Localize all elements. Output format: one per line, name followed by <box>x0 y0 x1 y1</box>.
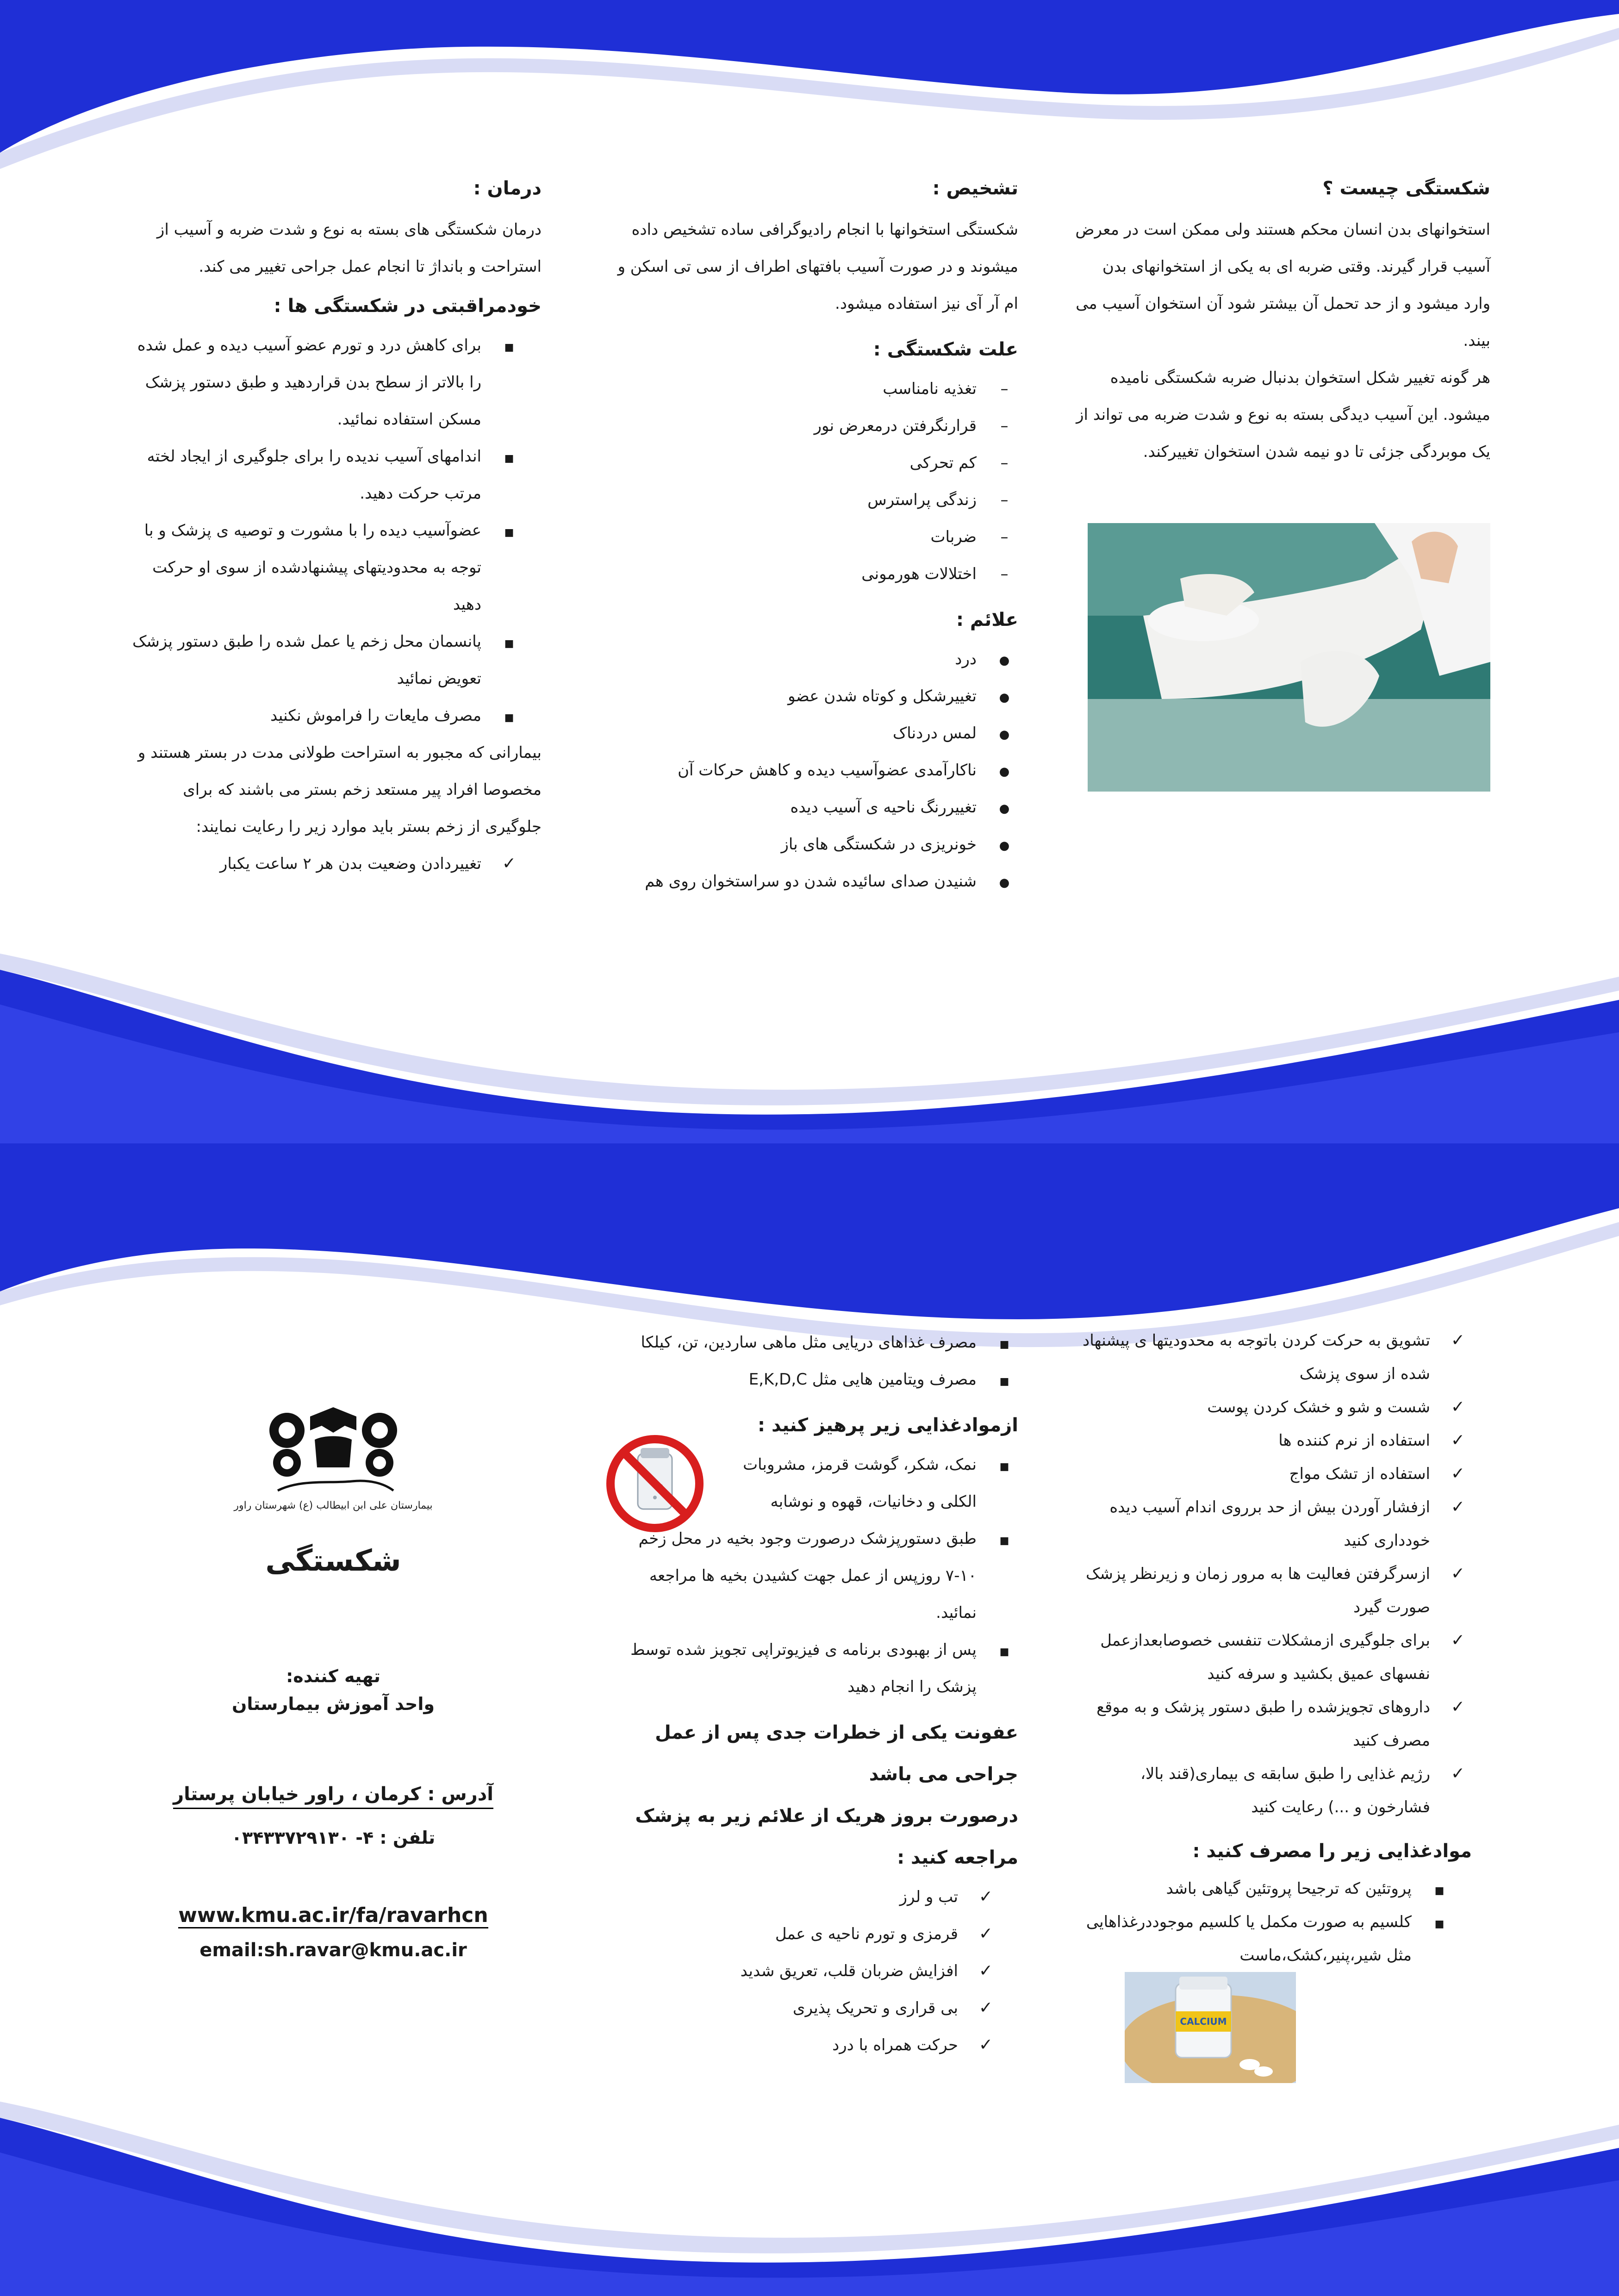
website-link[interactable]: www.kmu.ac.ir/fa/ravarhcn <box>178 1903 488 1928</box>
calcium-supplement-photo <box>1125 1972 1296 2083</box>
brochure-title: شکستگی <box>265 1544 401 1578</box>
list-item: ✓ تغییردادن وضعیت بدن هر ۲ ساعت یکبار <box>125 845 523 882</box>
list-item: ■ کلسیم به صورت مکمل یا کلسیم موجوددرغذاهایی مثل شیر،پنیر،کشک،ماست <box>1074 1905 1453 1972</box>
what-is-fracture-section <box>1074 176 1490 470</box>
avoid-heading: ازموادغذایی زیر پرهیز کنید : <box>758 1415 1018 1436</box>
list-item: ■ مصرف مایعات را فراموش نکنید <box>125 697 523 734</box>
warning-signs-list <box>611 1878 1018 2064</box>
causes-heading: علت شکستگی : <box>873 339 1018 360</box>
list-item: ● درد <box>611 641 1018 678</box>
list-item: ● تغییرشکل و کوتاه شدن عضو <box>611 678 1018 715</box>
list-item: ● شنیدن صدای سائیده شدن دو سراستخوان روی هم <box>611 863 1018 900</box>
postop-list <box>611 1520 1018 1705</box>
paragraph: استخوانهای بدن انسان محکم هستند ولی ممکن است در معرض آسیب قرار گیرند. وقتی ضربه ای به یکی از استخوانهای بدن وارد میشود و از حد تحمل آن بیشتر شود آن استخوان آسیب می بیند. <box>1075 220 1490 350</box>
calcium-bottle-illustration <box>1125 1972 1296 2083</box>
symptoms-heading: علائم : <box>956 609 1018 630</box>
care-checklist <box>1074 1324 1472 1824</box>
diagnosis-causes-symptoms-section <box>611 176 1018 900</box>
address: آدرس : کرمان ، راور خیابان پرستار <box>173 1784 493 1809</box>
paragraph: هر گونه تغییر شکل استخوان بدنبال ضربه شکستگی نامیده میشود. این آسیب دیدگی بسته به نوع و شدت ضربه می تواند از یک موبردگی جزئی تا دو نیمه شدن استخوان تغییرکند. <box>1076 368 1490 461</box>
list-item: ✓ استفاده از تشک مواج <box>1074 1457 1472 1491</box>
phone: تلفن : ۴- ۰۳۴۳۳۷۲۹۱۳۰ <box>231 1828 436 1848</box>
list-item: ● لمس دردناک <box>611 715 1018 752</box>
list-item: – اختلالات هورمونی <box>611 555 1018 593</box>
brochure-inside-page <box>0 1143 1619 2296</box>
email-link[interactable]: email:sh.ravar@kmu.ac.ir <box>199 1940 467 1961</box>
care-instructions-section <box>1074 1324 1472 1972</box>
list-item: – کم تحرکی <box>611 444 1018 481</box>
bottom-wave-decoration <box>0 935 1619 1143</box>
prepared-by: واحد آموزش بیمارستان <box>231 1694 435 1714</box>
top-wave-decoration <box>0 0 1619 176</box>
bedrest-text: بیمارانی که مجبور به استراحت طولانی مدت در بستر هستند و مخصوصا افراد پیر مستعد زخم بستر می باشند که برای جلوگیری از زخم بستر باید موارد زیر را رعایت نمایند: <box>137 743 542 836</box>
list-item: ■ مصرف ویتامین هایی مثل E,K,D,C <box>611 1361 1018 1398</box>
list-item: – تغذیه نامناسب <box>611 370 1018 407</box>
list-item: ✓ ازسرگرفتن فعالیت ها به مرور زمان و زیرنظر پزشک صورت گیرد <box>1074 1557 1472 1624</box>
list-item: ■ برای کاهش درد و تورم عضو آسیب دیده و عمل شده را بالاتر از سطح بدن قراردهید و طبق دستور پزشک مسکن استفاده نمائید. <box>125 327 523 438</box>
list-item: ■ پانسمان محل زخم یا عمل شده را طبق دستور پزشک تعویض نمائید <box>125 623 523 697</box>
infection-heading: عفونت یکی از خطرات جدی پس از عمل جراحی می باشد <box>655 1722 1018 1785</box>
causes-list <box>611 370 1018 593</box>
treatment-selfcare-section <box>125 176 542 882</box>
list-item: ✓ قرمزی و تورم ناحیه ی عمل <box>611 1915 1000 1953</box>
list-item: ■ پروتئین که ترجیحا پروتئین گیاهی باشد <box>1074 1872 1453 1905</box>
list-item: ■ اندامهای آسیب ندیده را برای جلوگیری از ایجاد لخته مرتب حرکت دهید. <box>125 438 523 512</box>
list-item: ✓ شست و شو و خشک کردن پوست <box>1074 1391 1472 1424</box>
top-wave-decoration <box>0 1143 1619 1352</box>
bedrest-list <box>125 845 542 882</box>
diet-list <box>611 1324 1018 1398</box>
list-item: ✓ استفاده از نرم کننده ها <box>1074 1424 1472 1457</box>
prepared-by-label: تهیه کننده: <box>286 1666 380 1686</box>
list-item: ✓ تب و لرز <box>611 1878 1000 1915</box>
list-item: ✓ داروهای تجویزشده را طبق دستور پزشک و به موقع مصرف کنید <box>1074 1691 1472 1757</box>
list-item: ✓ رژیم غذایی را طبق سابقه ی بیماری(قند بالا، فشارخون و ...) رعایت کنید <box>1074 1757 1472 1824</box>
list-item: ● تغییررنگ ناحیه ی آسیب دیده <box>611 789 1018 826</box>
selfcare-heading: خودمراقبتی در شکستگی ها : <box>274 295 542 317</box>
logo-caption: بیمارستان علی ابن ابیطالب (ع) شهرستان راور <box>234 1500 433 1511</box>
list-item: ■ نمک، شکر، گوشت قرمز، مشروبات الکلی و دخانیات، قهوه و نوشابه <box>717 1446 1018 1520</box>
list-item: ✓ بی قراری و تحریک پذیری <box>611 1990 1000 2027</box>
list-item: ✓ ازفشار آوردن بیش از حد برروی اندام آسیب دیده خودداری کنید <box>1074 1491 1472 1557</box>
list-item: ✓ افزایش ضربان قلب، تعریق شدید <box>611 1953 1000 1990</box>
treatment-text: درمان شکستگی های بسته به نوع و شدت ضربه و آسیب از استراحت و بانداژ تا انجام عمل جراحی تغییر می کند. <box>156 220 542 276</box>
symptoms-list <box>611 641 1018 900</box>
bottom-wave-decoration <box>0 2088 1619 2296</box>
leg-cast-illustration <box>1088 523 1490 792</box>
leg-cast-photo <box>1088 523 1490 792</box>
list-item: ■ طبق دستورپزشک درصورت وجود بخیه در محل زخم ۱۰-۷ روزپس از عمل جهت کشیدن بخیه ها مراجعه نمائید. <box>611 1520 1018 1631</box>
prohibited-salt-shaker-icon <box>602 1430 708 1537</box>
list-item: ■ مصرف غذاهای دریایی مثل ماهی ساردین، تن، کیلکا <box>611 1324 1018 1361</box>
referral-heading: درصورت بروز هریک از علائم زیر به پزشک مراجعه کنید : <box>635 1805 1018 1868</box>
list-item: ✓ تشویق به حرکت کردن باتوجه به محدودیتها ی پیشنهاد شده از سوی پزشک <box>1074 1324 1472 1391</box>
list-item: ✓ حرکت همراه با درد <box>611 2027 1000 2064</box>
no-salt-icon <box>602 1430 708 1537</box>
brochure-cover <box>125 1403 542 2097</box>
list-item: ● خونریزی در شکستگی های باز <box>611 826 1018 863</box>
foods-heading: موادغذایی زیر را مصرف کنید : <box>1192 1841 1472 1862</box>
diagnosis-text: شکستگی استخوانها با انجام رادیوگرافی ساده تشخیص داده میشوند و در صورت آسیب بافتهای اطراف از سی تی اسکن و ام آر آی نیز استفاده میشود. <box>617 220 1018 313</box>
brochure-outside-page <box>0 0 1619 1143</box>
hospital-logo <box>259 1403 407 1504</box>
calcium-label: CALCIUM <box>1180 2016 1227 2027</box>
list-item: ● ناکارآمدی عضوآسیب دیده و کاهش حرکات آن <box>611 752 1018 789</box>
list-item: ✓ برای جلوگیری ازمشکلات تنفسی خصوصابعدازعمل نفسهای عمیق بکشید و سرفه کنید <box>1074 1624 1472 1691</box>
list-item: – زندگی پراسترس <box>611 481 1018 518</box>
selfcare-list <box>125 327 542 734</box>
section-heading: شکستگی چیست ؟ <box>1322 178 1490 199</box>
foods-list <box>1074 1872 1472 1972</box>
treatment-heading: درمان : <box>473 178 542 199</box>
diagnosis-heading: تشخیص : <box>932 178 1018 199</box>
list-item: – قرارنگرفتن درمعرض نور <box>611 407 1018 444</box>
list-item: ■ پس از بهبودی برنامه ی فیزیوتراپی تجویز شده توسط پزشک را انجام دهید <box>611 1631 1018 1705</box>
list-item: ■ عضوآسیب دیده را با مشورت و توصیه ی پزشک و با توجه به محدودیتهای پیشنهادشده از سوی او حرکت دهید <box>125 512 523 623</box>
list-item: – ضربات <box>611 518 1018 555</box>
